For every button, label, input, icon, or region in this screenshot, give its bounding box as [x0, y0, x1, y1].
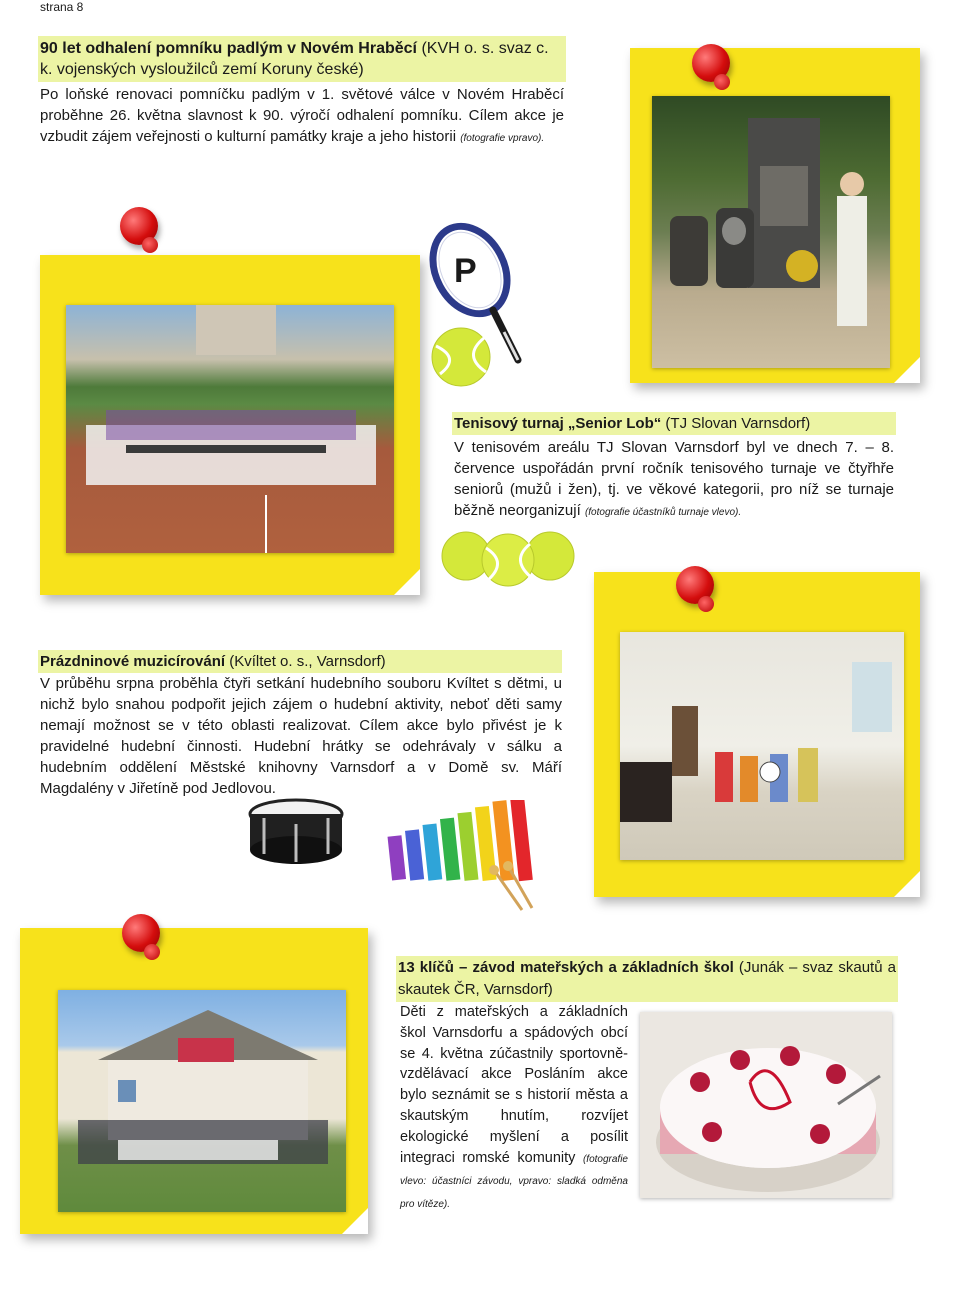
- article-race-title-org: (Junák – svaz skautů a skautek ČR, Varnsdorf): [398, 959, 896, 998]
- raspberry: [730, 1050, 750, 1070]
- svg-text:P: P: [454, 252, 477, 290]
- article-music-body: V průběhu srpna proběhla čtyři setkání hudebního souboru Kvíltet s dětmi, u nichž bylo snahou podpořit jejich zájem o hudební aktivity, neboť děti samy nemají možnost se v této oblasti realizovat. Cílem akce bylo přivést je k pravidelné hudební činnosti. Hudební hrátky se odehrávaly v sálku a hudebním oddělení Městské knihovny Varnsdorf a v Domě sv. Máří Magdalény v Jiřetíně pod Jedlovou.: [40, 675, 562, 797]
- raspberry: [690, 1072, 710, 1092]
- note-monument: [630, 48, 920, 383]
- raspberry: [780, 1046, 800, 1066]
- tambourine: [760, 762, 780, 782]
- article-monument-title-main: 90 let odhalení pomníku padlým v Novém Hraběcí: [40, 40, 417, 57]
- building: [196, 305, 276, 355]
- article-tennis: [452, 412, 896, 523]
- photo-music-children: [620, 632, 904, 860]
- photo-race-participants: [58, 990, 346, 1212]
- wreath: [786, 250, 818, 282]
- article-race-heading: [396, 956, 898, 1002]
- article-race-caption: (fotografie vlevo: účastníci závodu, vpravo: sladká odměna pro vítěze).: [400, 1153, 628, 1211]
- note-race: [20, 928, 368, 1234]
- article-monument-title: [38, 36, 566, 82]
- article-music-title-org: (Kvíltet o. s., Varnsdorf): [225, 653, 386, 670]
- pushpin-icon: [120, 207, 158, 245]
- article-race-title-main: 13 klíčů – závod mateřských a základních škol: [398, 959, 734, 976]
- pushpin-icon: [692, 44, 730, 82]
- article-monument-body: [38, 84, 566, 149]
- article-tennis-caption: (fotografie účastníků turnaje vlevo).: [584, 507, 742, 518]
- snare-drum-icon: [246, 798, 346, 868]
- tennis-net: [126, 445, 326, 453]
- raspberry: [826, 1064, 846, 1084]
- note-music: [594, 572, 920, 897]
- child-orange: [740, 756, 758, 802]
- window: [852, 662, 892, 732]
- article-monument-title-org: (KVH o. s. svaz c. k. vojenských vysloužilců zemí Koruny české): [40, 40, 549, 78]
- banner: [178, 1038, 234, 1062]
- article-tennis-title-main: Tenisový turnaj „Senior Lob“: [454, 415, 662, 432]
- photo-tennis-participants: [66, 305, 394, 553]
- article-monument: [38, 36, 566, 149]
- piano: [620, 762, 672, 822]
- gravestone-left: [670, 216, 708, 286]
- article-race-title: [396, 956, 898, 1002]
- pushpin-icon: [676, 566, 714, 604]
- page-number: strana 8: [40, 0, 84, 14]
- tennis-balls-icon: [440, 528, 580, 588]
- article-tennis-title: [452, 412, 896, 435]
- article-music-title-main: Prázdninové muzicírování: [40, 653, 226, 670]
- article-tennis-text: V tenisovém areálu TJ Slovan Varnsdorf byl ve dnech 7. – 8. července uspořádán první ročník tenisového turnaje ve čtyřhře seniorů (mužů i žen), tj. ve věkové kategorii, pro níž se turnaje běžně neorganizují: [454, 439, 894, 519]
- note-tennis: [40, 255, 420, 595]
- article-race-body: [400, 1002, 628, 1216]
- race-scene: [58, 990, 346, 1212]
- photo-monument: [652, 96, 890, 368]
- medallion: [722, 217, 746, 245]
- article-music-title: [38, 650, 562, 673]
- tennis-ball-icon: [430, 326, 492, 388]
- tennis-scene: [66, 305, 394, 553]
- article-monument-text: Po loňské renovaci pomníčku padlým v 1. světové válce v Novém Hraběcí proběhne 26. května slavnost k 90. výročí odhalení pomníku. Cílem akce je vzbudit zájem veřejnosti o kulturní památky kraje a jeho historii: [40, 86, 564, 145]
- music-scene: [620, 632, 904, 860]
- article-race-text: Děti z mateřských a základních škol Varnsdorfu a spádových obcí se 4. května zúčastnily sportovně-vzdělávací akce Posláním akce bylo seznámit se s historií města a skautským hnutím, rozvíjet ekologické myšlení a posílit integraci romské komunity: [400, 1004, 628, 1166]
- xylophone-icon: [382, 800, 562, 912]
- monument-scene: [652, 96, 890, 368]
- article-tennis-body: [452, 437, 896, 523]
- person-uniform: [837, 196, 867, 326]
- photo-cake: [640, 1012, 892, 1198]
- raspberry: [702, 1122, 722, 1142]
- article-music: [38, 650, 564, 799]
- article-tennis-title-org: (TJ Slovan Varnsdorf): [661, 415, 811, 432]
- pushpin-icon: [122, 914, 160, 952]
- article-monument-caption: (fotografie vpravo).: [460, 133, 545, 144]
- monument-plaque: [760, 166, 808, 226]
- crowd-papers: [118, 1140, 278, 1160]
- child-yellow: [798, 748, 818, 802]
- cake-scene: [640, 1012, 892, 1198]
- child-red: [715, 752, 733, 802]
- players-shirts: [106, 410, 356, 440]
- raspberry: [810, 1124, 830, 1144]
- house-window: [118, 1080, 136, 1102]
- teacher: [672, 706, 698, 776]
- person-head: [840, 172, 864, 196]
